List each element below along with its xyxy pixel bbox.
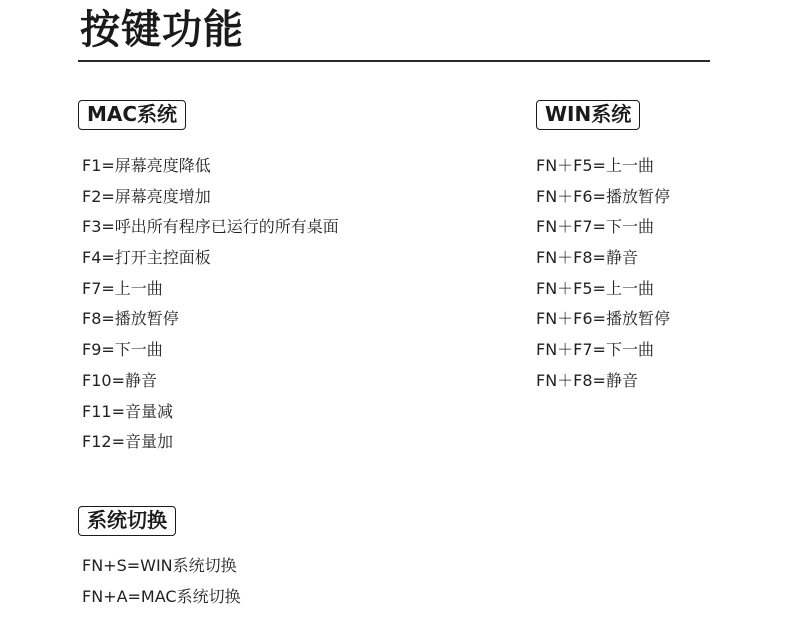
mac-key-item: F3=呼出所有程序已运行的所有桌面 [82,217,339,237]
mac-key-item: F8=播放暂停 [82,309,179,329]
mac-key-item: F11=音量减 [82,401,173,421]
win-key-list [536,151,670,397]
win-key-item: FN＋F8=静音 [536,248,638,268]
mac-key-item: F1=屏幕亮度降低 [82,156,211,175]
mac-key-item: F10=静音 [82,370,157,390]
mac-key-list [82,151,339,458]
mac-key-item: F9=下一曲 [82,340,163,360]
system-switch-item: FN+S=WIN系统切换 [82,556,237,575]
win-key-item: FN＋F7=下一曲 [536,217,654,237]
system-switch-item: FN+A=MAC系统切换 [82,586,241,606]
win-key-item: FN＋F6=播放暂停 [536,186,670,206]
win-key-item: FN＋F8=静音 [536,370,638,390]
win-key-item: FN＋F7=下一曲 [536,340,654,360]
page-title: 按键功能 [80,7,244,53]
mac-section-label: MAC系统 [78,100,186,130]
win-key-item: FN＋F5=上一曲 [536,278,654,298]
mac-key-item: F12=音量加 [82,432,173,452]
win-key-item: FN＋F5=上一曲 [536,156,654,175]
system-switch-list [82,551,241,612]
mac-key-item: F2=屏幕亮度增加 [82,186,211,206]
win-key-item: FN＋F6=播放暂停 [536,309,670,329]
win-section-label: WIN系统 [536,100,640,130]
mac-key-item: F4=打开主控面板 [82,248,211,268]
system-switch-section-label: 系统切换 [78,506,176,536]
title-divider [78,60,710,62]
mac-key-item: F7=上一曲 [82,278,163,298]
